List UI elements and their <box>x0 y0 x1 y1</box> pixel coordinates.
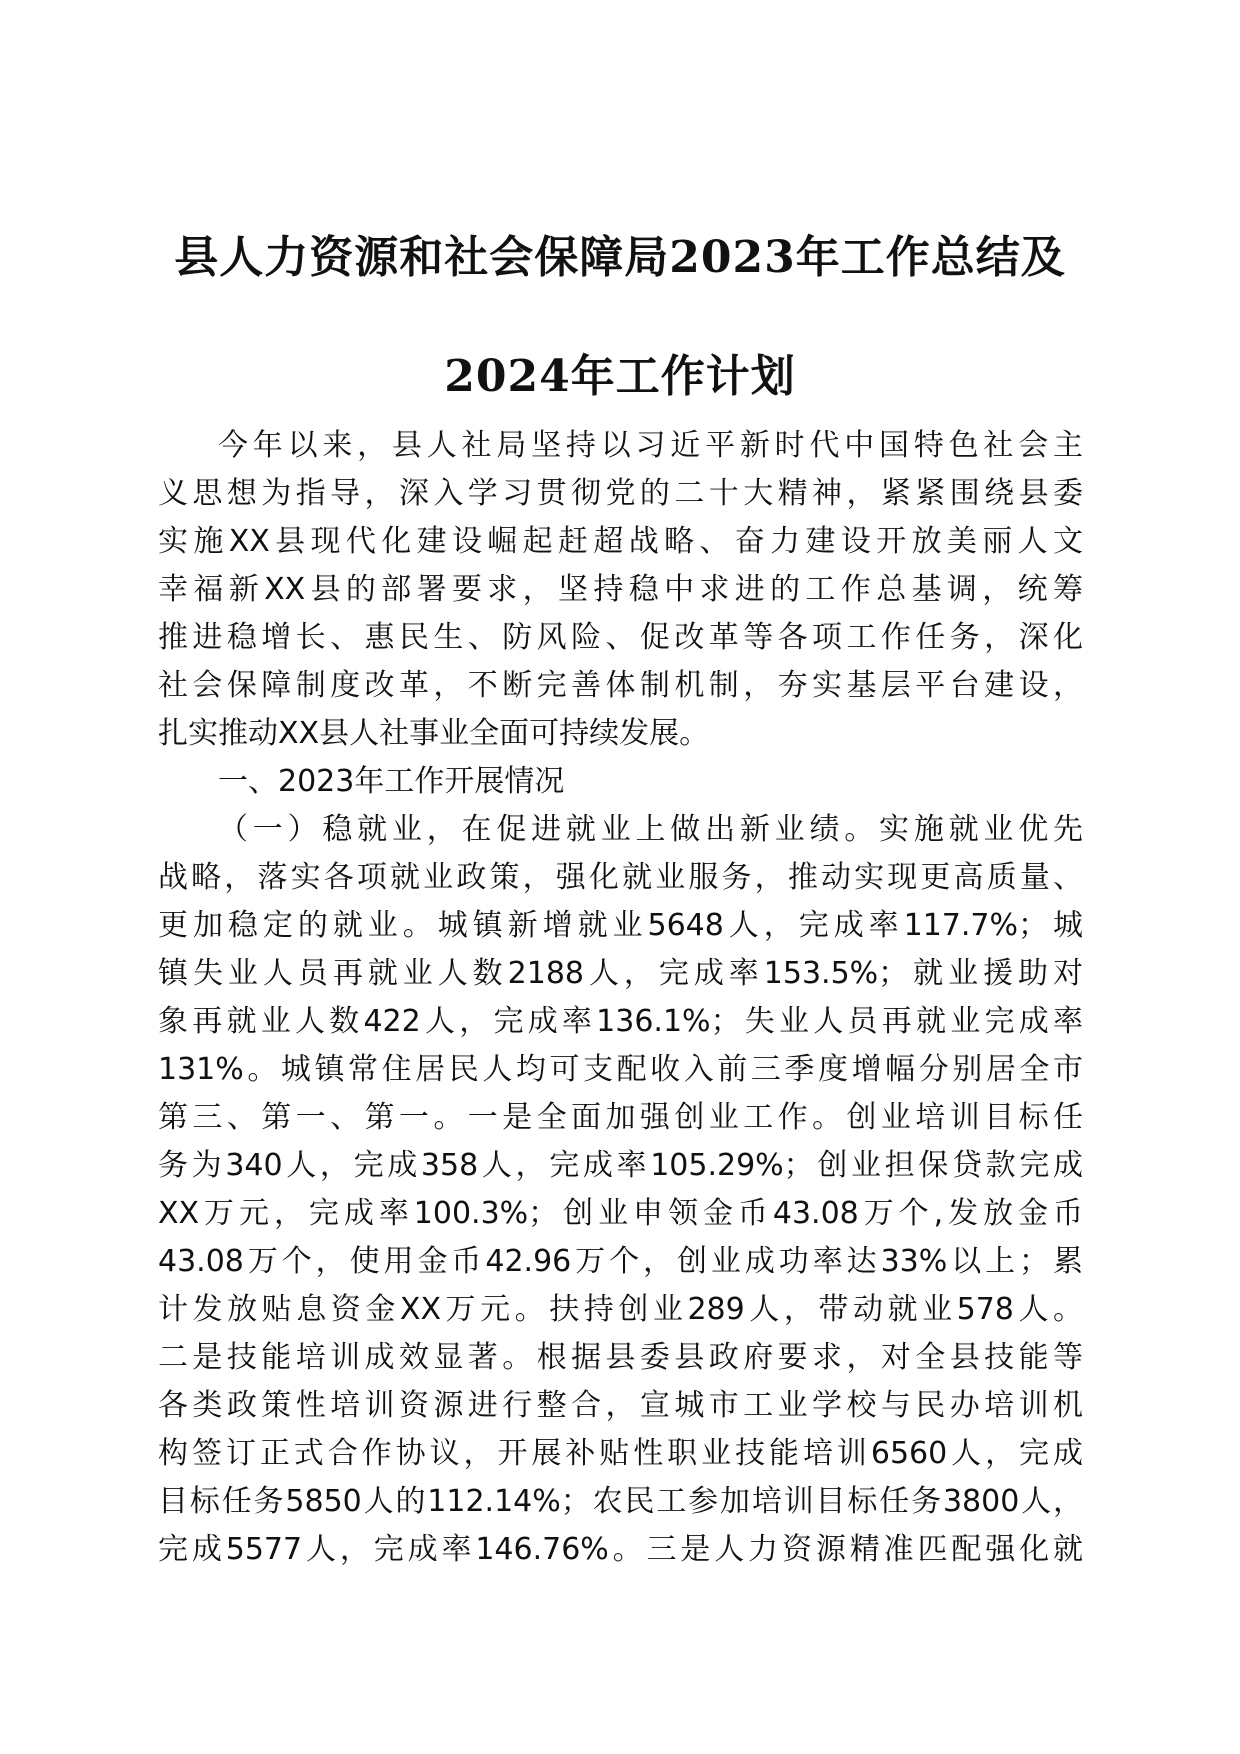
body-line: 扎实推动XX县人社事业全面可持续发展。 <box>158 716 710 751</box>
body-line: 二是技能培训成效显著。根据县委县政府要求，对全县技能等 <box>158 1340 1083 1375</box>
body-line: 更加稳定的就业。城镇新增就业5648人，完成率117.7%；城 <box>158 908 1083 943</box>
body-line: 象再就业人数422人，完成率136.1%；失业人员再就业完成率 <box>158 1004 1083 1039</box>
body-line: 战略，落实各项就业政策，强化就业服务，推动实现更高质量、 <box>158 860 1083 895</box>
body-line: 完成5577人，完成率146.76%。三是人力资源精准匹配强化就 <box>158 1532 1083 1567</box>
body-line: 目标任务5850人的112.14%；农民工参加培训目标任务3800人， <box>158 1484 1083 1519</box>
body-line: 今年以来，县人社局坚持以习近平新时代中国特色社会主 <box>218 428 1083 463</box>
body-line: 镇失业人员再就业人数2188人，完成率153.5%；就业援助对 <box>158 956 1083 991</box>
body-line: XX万元，完成率100.3%；创业申领金币43.08万个,发放金币 <box>158 1196 1083 1231</box>
body-line: 131%。城镇常住居民人均可支配收入前三季度增幅分别居全市 <box>158 1052 1083 1087</box>
body-line: 社会保障制度改革，不断完善体制机制，夯实基层平台建设， <box>158 668 1083 703</box>
body-line: （一）稳就业，在促进就业上做出新业绩。实施就业优先 <box>218 812 1083 847</box>
body-line: 推进稳增长、惠民生、防风险、促改革等各项工作任务，深化 <box>158 620 1083 655</box>
body-line: 幸福新XX县的部署要求，坚持稳中求进的工作总基调，统筹 <box>158 572 1083 607</box>
document-title-line-1: 县人力资源和社会保障局2023年工作总结及 <box>174 232 1066 283</box>
body-line: 各类政策性培训资源进行整合，宣城市工业学校与民办培训机 <box>158 1388 1083 1423</box>
body-line: 务为340人，完成358人，完成率105.29%；创业担保贷款完成 <box>158 1148 1083 1183</box>
section-heading: 一、2023年工作开展情况 <box>218 764 565 799</box>
body-line: 实施XX县现代化建设崛起赶超战略、奋力建设开放美丽人文 <box>158 524 1083 559</box>
body-line: 43.08万个，使用金币42.96万个，创业成功率达33%以上；累 <box>158 1244 1083 1279</box>
body-line: 第三、第一、第一。一是全面加强创业工作。创业培训目标任 <box>158 1100 1083 1135</box>
body-line: 构签订正式合作协议，开展补贴性职业技能培训6560人，完成 <box>158 1436 1083 1471</box>
document-title-line-2: 2024年工作计划 <box>444 351 796 402</box>
body-line: 计发放贴息资金XX万元。扶持创业289人，带动就业578人。 <box>158 1292 1083 1327</box>
body-line: 义思想为指导，深入学习贯彻党的二十大精神，紧紧围绕县委 <box>158 476 1083 511</box>
